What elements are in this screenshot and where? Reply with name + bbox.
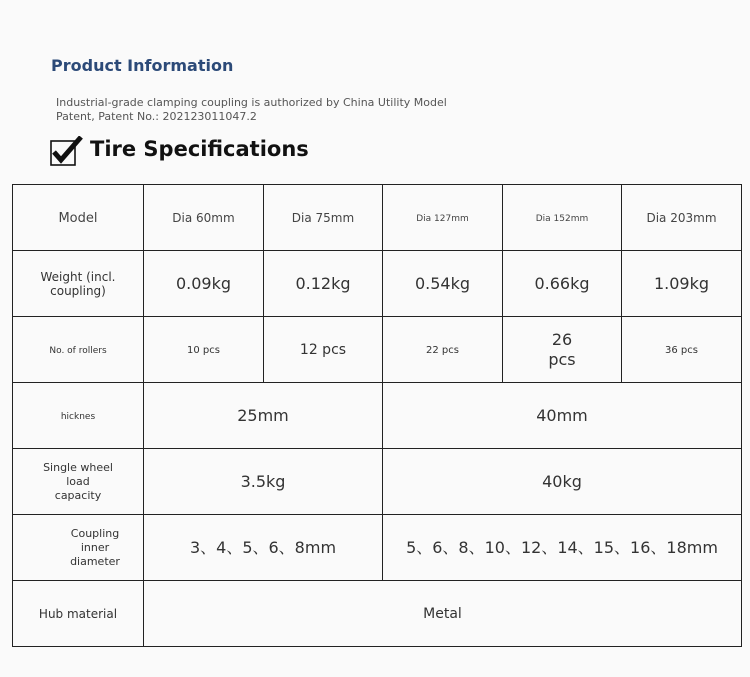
table-cell [622, 185, 742, 251]
table-cell-label [13, 581, 144, 647]
model-dia-75: Dia 75mm [291, 211, 355, 225]
hub-label: Hub material [38, 607, 118, 621]
table-cell [383, 449, 742, 515]
table-cell [144, 515, 383, 581]
checkbox-checked-icon [50, 136, 76, 162]
weight-value: 0.12kg [295, 273, 351, 293]
table-cell [503, 185, 622, 251]
table-cell-label [13, 185, 144, 251]
thickness-value: 25mm [237, 405, 289, 425]
table-row-model [13, 185, 742, 251]
tire-specifications-label: Tire Specifications [90, 137, 309, 161]
table-cell [144, 383, 383, 449]
table-cell [264, 251, 383, 317]
table-cell [383, 515, 742, 581]
rollers-label: No. of rollers [49, 346, 107, 356]
inner-diameter-label: Coupling inner diameter [70, 526, 120, 568]
product-information-title: Product Information [51, 56, 234, 75]
table-cell [622, 317, 742, 383]
table-cell [144, 581, 742, 647]
weight-value: 0.66kg [534, 273, 590, 293]
inner-diameter-value: 3、4、5、6、8mm [189, 537, 337, 557]
table-row-weight [13, 251, 742, 317]
weight-value: 1.09kg [653, 273, 710, 293]
model-dia-127: Dia 127mm [416, 214, 469, 224]
rollers-value: 26 pcs [548, 329, 576, 369]
table-cell [383, 317, 503, 383]
tire-specifications-table [12, 184, 742, 647]
table-row-rollers [13, 317, 742, 383]
rollers-value: 36 pcs [665, 345, 698, 356]
table-cell-label [13, 515, 144, 581]
table-cell [144, 185, 264, 251]
table-row-inner-diameter [13, 515, 742, 581]
rollers-value: 22 pcs [426, 345, 459, 356]
table-row-thickness [13, 383, 742, 449]
model-dia-60: Dia 60mm [172, 211, 235, 225]
table-cell-label [13, 383, 144, 449]
rollers-value: 10 pcs [187, 345, 220, 356]
table-cell [503, 251, 622, 317]
table-cell [383, 251, 503, 317]
thickness-value: 40mm [536, 405, 588, 425]
tire-specifications-heading [50, 134, 309, 164]
table-cell-label [13, 449, 144, 515]
table-cell [144, 317, 264, 383]
table-cell [264, 185, 383, 251]
table-cell [503, 317, 622, 383]
rollers-value: 12 pcs [299, 342, 347, 358]
model-label: Model [58, 210, 98, 226]
table-row-hub [13, 581, 742, 647]
table-cell [622, 251, 742, 317]
model-dia-152: Dia 152mm [535, 214, 589, 224]
thickness-label: hicknes [60, 412, 96, 422]
load-label: Single wheel load capacity [43, 460, 113, 502]
hub-value: Metal [423, 606, 462, 622]
table-cell [144, 251, 264, 317]
table-cell [383, 185, 503, 251]
weight-label: Weight (incl. coupling) [40, 269, 116, 298]
table-cell-label [13, 251, 144, 317]
patent-note: Industrial-grade clamping coupling is authorized by China Utility Model Patent, Patent No.: 202123011047.2 [56, 96, 447, 123]
weight-value: 0.54kg [414, 273, 471, 293]
table-cell [264, 317, 383, 383]
model-dia-203: Dia 203mm [646, 211, 717, 225]
load-value: 3.5kg [240, 471, 286, 491]
weight-value: 0.09kg [175, 273, 232, 293]
table-row-load [13, 449, 742, 515]
load-value: 40kg [542, 471, 582, 491]
table-cell [383, 383, 742, 449]
table-cell [144, 449, 383, 515]
table-cell-label [13, 317, 144, 383]
inner-diameter-value: 5、6、8、10、12、14、15、16、18mm [406, 537, 718, 557]
